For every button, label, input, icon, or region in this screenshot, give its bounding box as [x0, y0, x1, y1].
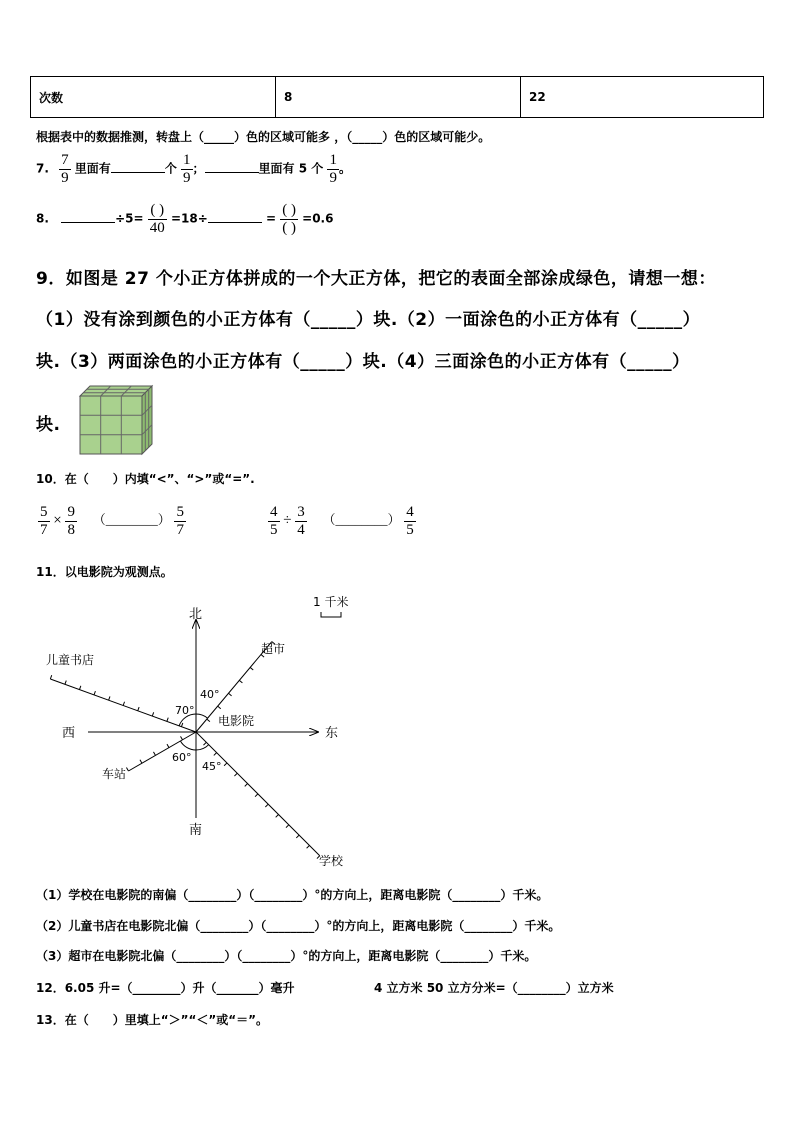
supermarket-label: 超市: [261, 642, 286, 656]
scale-bar: [321, 612, 341, 617]
fraction-numerator: 7: [61, 152, 69, 168]
fraction: [404, 504, 416, 538]
q13-title: 13．在（ ）里填上“＞”“＜”或“＝”。: [36, 1013, 269, 1027]
table-row: [31, 77, 764, 118]
cube-top-face: [80, 386, 152, 396]
fraction: [174, 504, 186, 538]
table-cell: 8: [276, 77, 521, 118]
south-label: 南: [189, 823, 203, 838]
center-label: 电影院: [218, 714, 255, 728]
compare-blank[interactable]: （________）: [322, 512, 401, 528]
fraction-numerator: 1: [329, 152, 337, 168]
ray-tick: [180, 736, 182, 739]
answer-blank[interactable]: [61, 222, 115, 223]
ray-tick: [203, 742, 206, 745]
ray-tick: [296, 835, 299, 838]
answer-blank[interactable]: [111, 172, 165, 173]
ray-tick: [245, 784, 248, 787]
school-label: 学校: [319, 854, 344, 868]
direction-diagram: [0, 590, 794, 880]
q6-conclusion: 根据表中的数据推测，转盘上（_____）色的区域可能多 ，（_____）色的区域可能少。: [36, 130, 491, 144]
angle-60-label: 60°: [172, 751, 192, 764]
fraction: [181, 152, 193, 186]
angle-70-label: 70°: [175, 704, 195, 717]
q10-expr-2: $\frac{4}{5}$ ÷ $\frac{3}{4}$ （________） $\frac{4}{5}$: [270, 504, 414, 538]
fraction-denominator: 9: [61, 169, 69, 186]
answer-blank[interactable]: [205, 172, 259, 173]
fraction: [65, 504, 77, 538]
ray-tick: [181, 723, 182, 727]
fraction-numerator: 1: [183, 152, 191, 168]
q12-left: 12．6.05 升=（________）升（_______）毫升: [36, 981, 295, 995]
ray-tick: [224, 763, 227, 766]
fraction-numerator: 5: [40, 504, 48, 520]
angle-40-label: 40°: [200, 688, 220, 701]
q12-right: 4 立方米 50 立方分米=（________）立方米: [374, 981, 614, 995]
answer-blank[interactable]: [208, 222, 262, 223]
fraction-denominator: 5: [406, 521, 414, 538]
station-label: 车站: [102, 767, 127, 781]
ray-tick: [250, 667, 253, 670]
ray-tick: [229, 693, 232, 696]
ray-tick: [234, 773, 237, 776]
data-table: [30, 76, 764, 118]
ray-tick: [50, 675, 51, 679]
ray-tick: [218, 706, 221, 709]
ray-tick: [307, 845, 310, 848]
fraction-denominator: 7: [176, 521, 184, 538]
fraction-denominator: 9: [329, 169, 337, 186]
angle-arc-60: [180, 741, 196, 750]
ray-tick: [65, 681, 66, 685]
ray-tick: [167, 744, 169, 747]
angle-arc-45: [196, 745, 209, 750]
q11-title: 11．以电影院为观测点。: [36, 565, 173, 579]
table-cell: 次数: [31, 77, 276, 118]
fraction: [38, 504, 50, 538]
ray-tick: [255, 794, 258, 797]
west-label: 西: [62, 726, 76, 741]
angle-45-label: 45°: [202, 760, 222, 773]
fraction: [148, 202, 167, 236]
q9-line-3: 块.（3）两面涂色的小正方体有（_____）块.（4）三面涂色的小正方体有（_____）: [36, 352, 690, 372]
fraction-denominator: 5: [270, 521, 278, 538]
ray-tick: [153, 752, 155, 755]
ray-tick: [126, 768, 128, 771]
ray-tick: [94, 691, 95, 695]
fraction-denominator: 40: [149, 219, 165, 236]
q9-line-2: （1）没有涂到颜色的小正方体有（_____）块.（2）一面涂色的小正方体有（_____）: [36, 310, 701, 330]
north-label: 北: [189, 607, 203, 622]
fraction: [268, 504, 280, 538]
q10-expr-1: $\frac{5}{7}$ × $\frac{9}{8}$ （________） $\frac{5}{7}$: [40, 504, 184, 538]
q10-title: 10．在（ ）内填“<”、“>”或“=”.: [36, 472, 255, 486]
ray-tick: [140, 760, 142, 763]
fraction: [327, 152, 339, 186]
ray-tick: [79, 686, 80, 690]
question-8: 8. ÷5= $\frac{( )}{40}$ =18÷ = $\frac{( )}{( )}$ =0.6: [36, 202, 334, 236]
fraction-numerator: 4: [406, 504, 414, 520]
q9-line-1: 9．如图是 27 个小正方体拼成的一个大正方体，把它的表面全部涂成绿色，请想一想：: [36, 269, 716, 289]
ray-tick: [207, 719, 210, 722]
ray-tick: [276, 814, 279, 817]
fraction-denominator: 7: [40, 521, 48, 538]
q11-sub-1: （1）学校在电影院的南偏（________）（________）°的方向上，距离电影院（________）千米。: [36, 888, 549, 902]
fraction-denominator: 8: [67, 521, 75, 538]
fraction-denominator: ( ): [282, 219, 296, 236]
ray-tick: [286, 825, 289, 828]
scale-label: 1 千米: [313, 595, 349, 609]
q11-sub-2: （2）儿童书店在电影院北偏（________）（________）°的方向上，距离电影院（________）千米。: [36, 919, 561, 933]
ray-tick: [138, 707, 139, 711]
fraction: [59, 152, 71, 186]
ray-tick: [239, 680, 242, 683]
bookstore-label: 儿童书店: [46, 653, 95, 667]
ray-tick: [109, 696, 110, 700]
fraction: [295, 504, 307, 538]
cube-front-face: [80, 396, 142, 454]
fraction-numerator: 5: [176, 504, 184, 520]
ray-tick: [214, 753, 217, 756]
fraction-numerator: 4: [270, 504, 278, 520]
fraction-denominator: 4: [297, 521, 305, 538]
fraction-denominator: 9: [183, 169, 191, 186]
east-label: 东: [325, 726, 339, 741]
ray-tick: [152, 712, 153, 716]
ray-tick: [167, 718, 168, 722]
cube-figure: [78, 384, 154, 456]
angle-arc-40: [196, 714, 208, 718]
q11-sub-3: （3）超市在电影院北偏（________）（________）°的方向上，距离电影院（________）千米。: [36, 949, 537, 963]
ray-tick: [123, 702, 124, 706]
fraction: [280, 202, 298, 236]
fraction-numerator: 9: [67, 504, 75, 520]
question-7: 7. $\frac{7}{9}$ 里面有 个 $\frac{1}{9}$ ； 里面有 5 个 $\frac{1}{9}$ 。: [36, 152, 351, 186]
fraction-numerator: ( ): [282, 202, 296, 218]
fraction-numerator: ( ): [148, 202, 167, 220]
compare-blank[interactable]: （________）: [92, 512, 171, 528]
table-cell: 22: [521, 77, 764, 118]
cube-side-face: [142, 386, 152, 454]
q9-line-4: 块.: [36, 415, 61, 435]
ray-tick: [265, 804, 268, 807]
fraction-numerator: 3: [297, 504, 305, 520]
